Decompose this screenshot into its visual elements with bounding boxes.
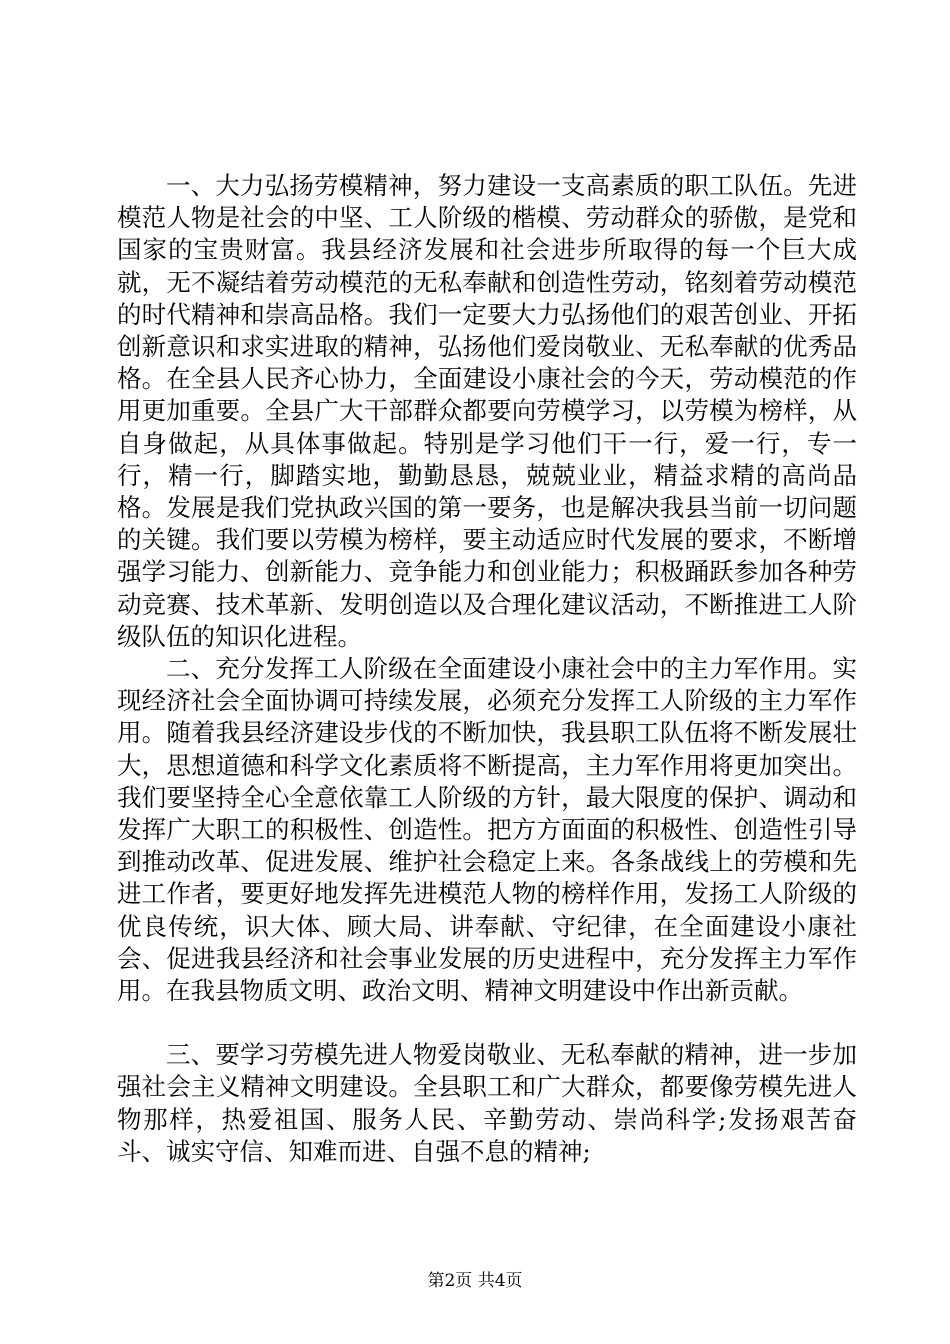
paragraph-section-one: 一、大力弘扬劳模精神，努力建设一支高素质的职工队伍。先进模范人物是社会的中坚、工人阶级的楷模、劳动群众的骄傲，是党和国家的宝贵财富。我县经济发展和社会进步所取得的每一个巨大成就，无不凝结着劳动模范的无私奉献和创造性劳动，铭刻着劳动模范的时代精神和崇高品格。我们一定要大力弘扬他们的艰苦创业、开拓创新意识和求实进取的精神，弘扬他们爱岗敬业、无私奉献的优秀品格。在全县人民齐心协力，全面建设小康社会的今天，劳动模范的作用更加重要。全县广大干部群众都要向劳模学习，以劳模为榜样，从自身做起，从具体事做起。特别是学习他们干一行，爱一行，专一行，精一行，脚踏实地，勤勤恳恳，兢兢业业，精益求精的高尚品格。发展是我们党执政兴国的第一要务，也是解决我县当前一切问题的关键。我们要以劳模为榜样，要主动适应时代发展的要求，不断增强学习能力、创新能力、竞争能力和创业能力；积极踊跃参加各种劳动竞赛、技术革新、发明创造以及合理化建议活动，不断推进工人阶级队伍的知识化进程。: [117, 171, 857, 651]
page-number-footer: 第2页 共4页: [427, 1271, 523, 1291]
paragraph-section-three: 三、要学习劳模先进人物爱岗敬业、无私奉献的精神，进一步加强社会主义精神文明建设。全县职工和广大群众，都要像劳模先进人物那样，热爱祖国、服务人民、辛勤劳动、崇尚科学;发扬艰苦奋斗、诚实守信、知难而进、自强不息的精神;: [117, 1040, 857, 1166]
paragraph-section-two: 二、充分发挥工人阶级在全面建设小康社会中的主力军作用。实现经济社会全面协调可持续发展，必须充分发挥工人阶级的主力军作用。随着我县经济建设步伐的不断加快，我县职工队伍将不断发展壮大，思想道德和科学文化素质将不断提高，主力军作用将更加突出。我们要坚持全心全意依靠工人阶级的方针，最大限度的保护、调动和发挥广大职工的积极性、创造性。把方方面面的积极性、创造性引导到推动改革、促进发展、维护社会稳定上来。各条战线上的劳模和先进工作者，要更好地发挥先进模范人物的榜样作用，发扬工人阶级的优良传统，识大体、顾大局、讲奉献、守纪律，在全面建设小康社会、促进我县经济和社会事业发展的历史进程中，充分发挥主力军作用。在我县物质文明、政治文明、精神文明建设中作出新贡献。: [117, 654, 857, 1006]
document-body: [117, 170, 857, 1168]
